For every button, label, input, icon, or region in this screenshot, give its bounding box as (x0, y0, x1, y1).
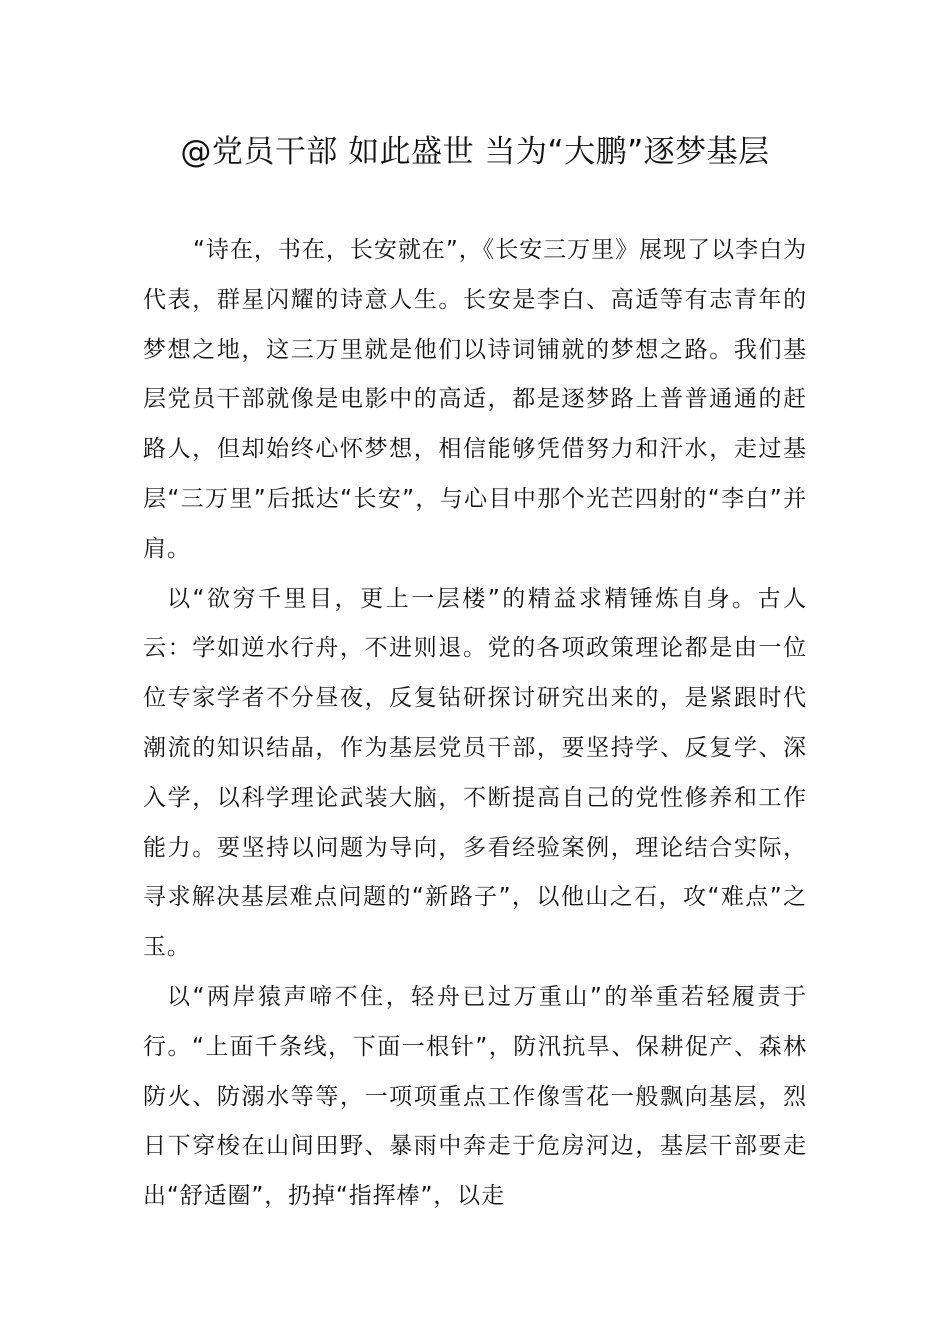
paragraph-self-improvement: 以“欲穷千里目，更上一层楼”的精益求精锤炼自身。古人云：学如逆水行舟，不进则退。党的各项政策理论都是由一位位专家学者不分昼夜，反复钻研探讨研究出来的，是紧跟时代潮流的知识结晶，作为基层党员干部，要坚持学、反复学、深入学，以科学理论武装大脑，不断提高自己的党性修养和工作能力。要坚持以问题为导向，多看经验案例，理论结合实际，寻求解决基层难点问题的“新路子”，以他山之石，攻“难点”之玉。 (143, 585, 807, 961)
paragraph-duty: 以“两岸猿声啼不住，轻舟已过万重山”的举重若轻履责于行。“上面千条线，下面一根针”，防汛抗旱、保耕促产、森林防火、防溺水等等，一项项重点工作像雪花一般飘向基层，烈日下穿梭在山间田野、暴雨中奔走于危房河边，基层干部要走出“舒适圈”，扔掉“指挥棒”，以走 (143, 983, 807, 1210)
paragraph-intro: “诗在，书在，长安就在”，《长安三万里》展现了以李白为代表，群星闪耀的诗意人生。长安是李白、高适等有志青年的梦想之地，这三万里就是他们以诗词铺就的梦想之路。我们基层党员干部就像是电影中的高适，都是逐梦路上普普通通的赶路人，但却始终心怀梦想，相信能够凭借努力和汗水，走过基层“三万里”后抵达“长安”，与心目中那个光芒四射的“李白”并肩。 (143, 237, 807, 562)
document-title: @党员干部 如此盛世 当为“大鹏”逐梦基层 (180, 134, 770, 170)
document-body (143, 226, 807, 1222)
